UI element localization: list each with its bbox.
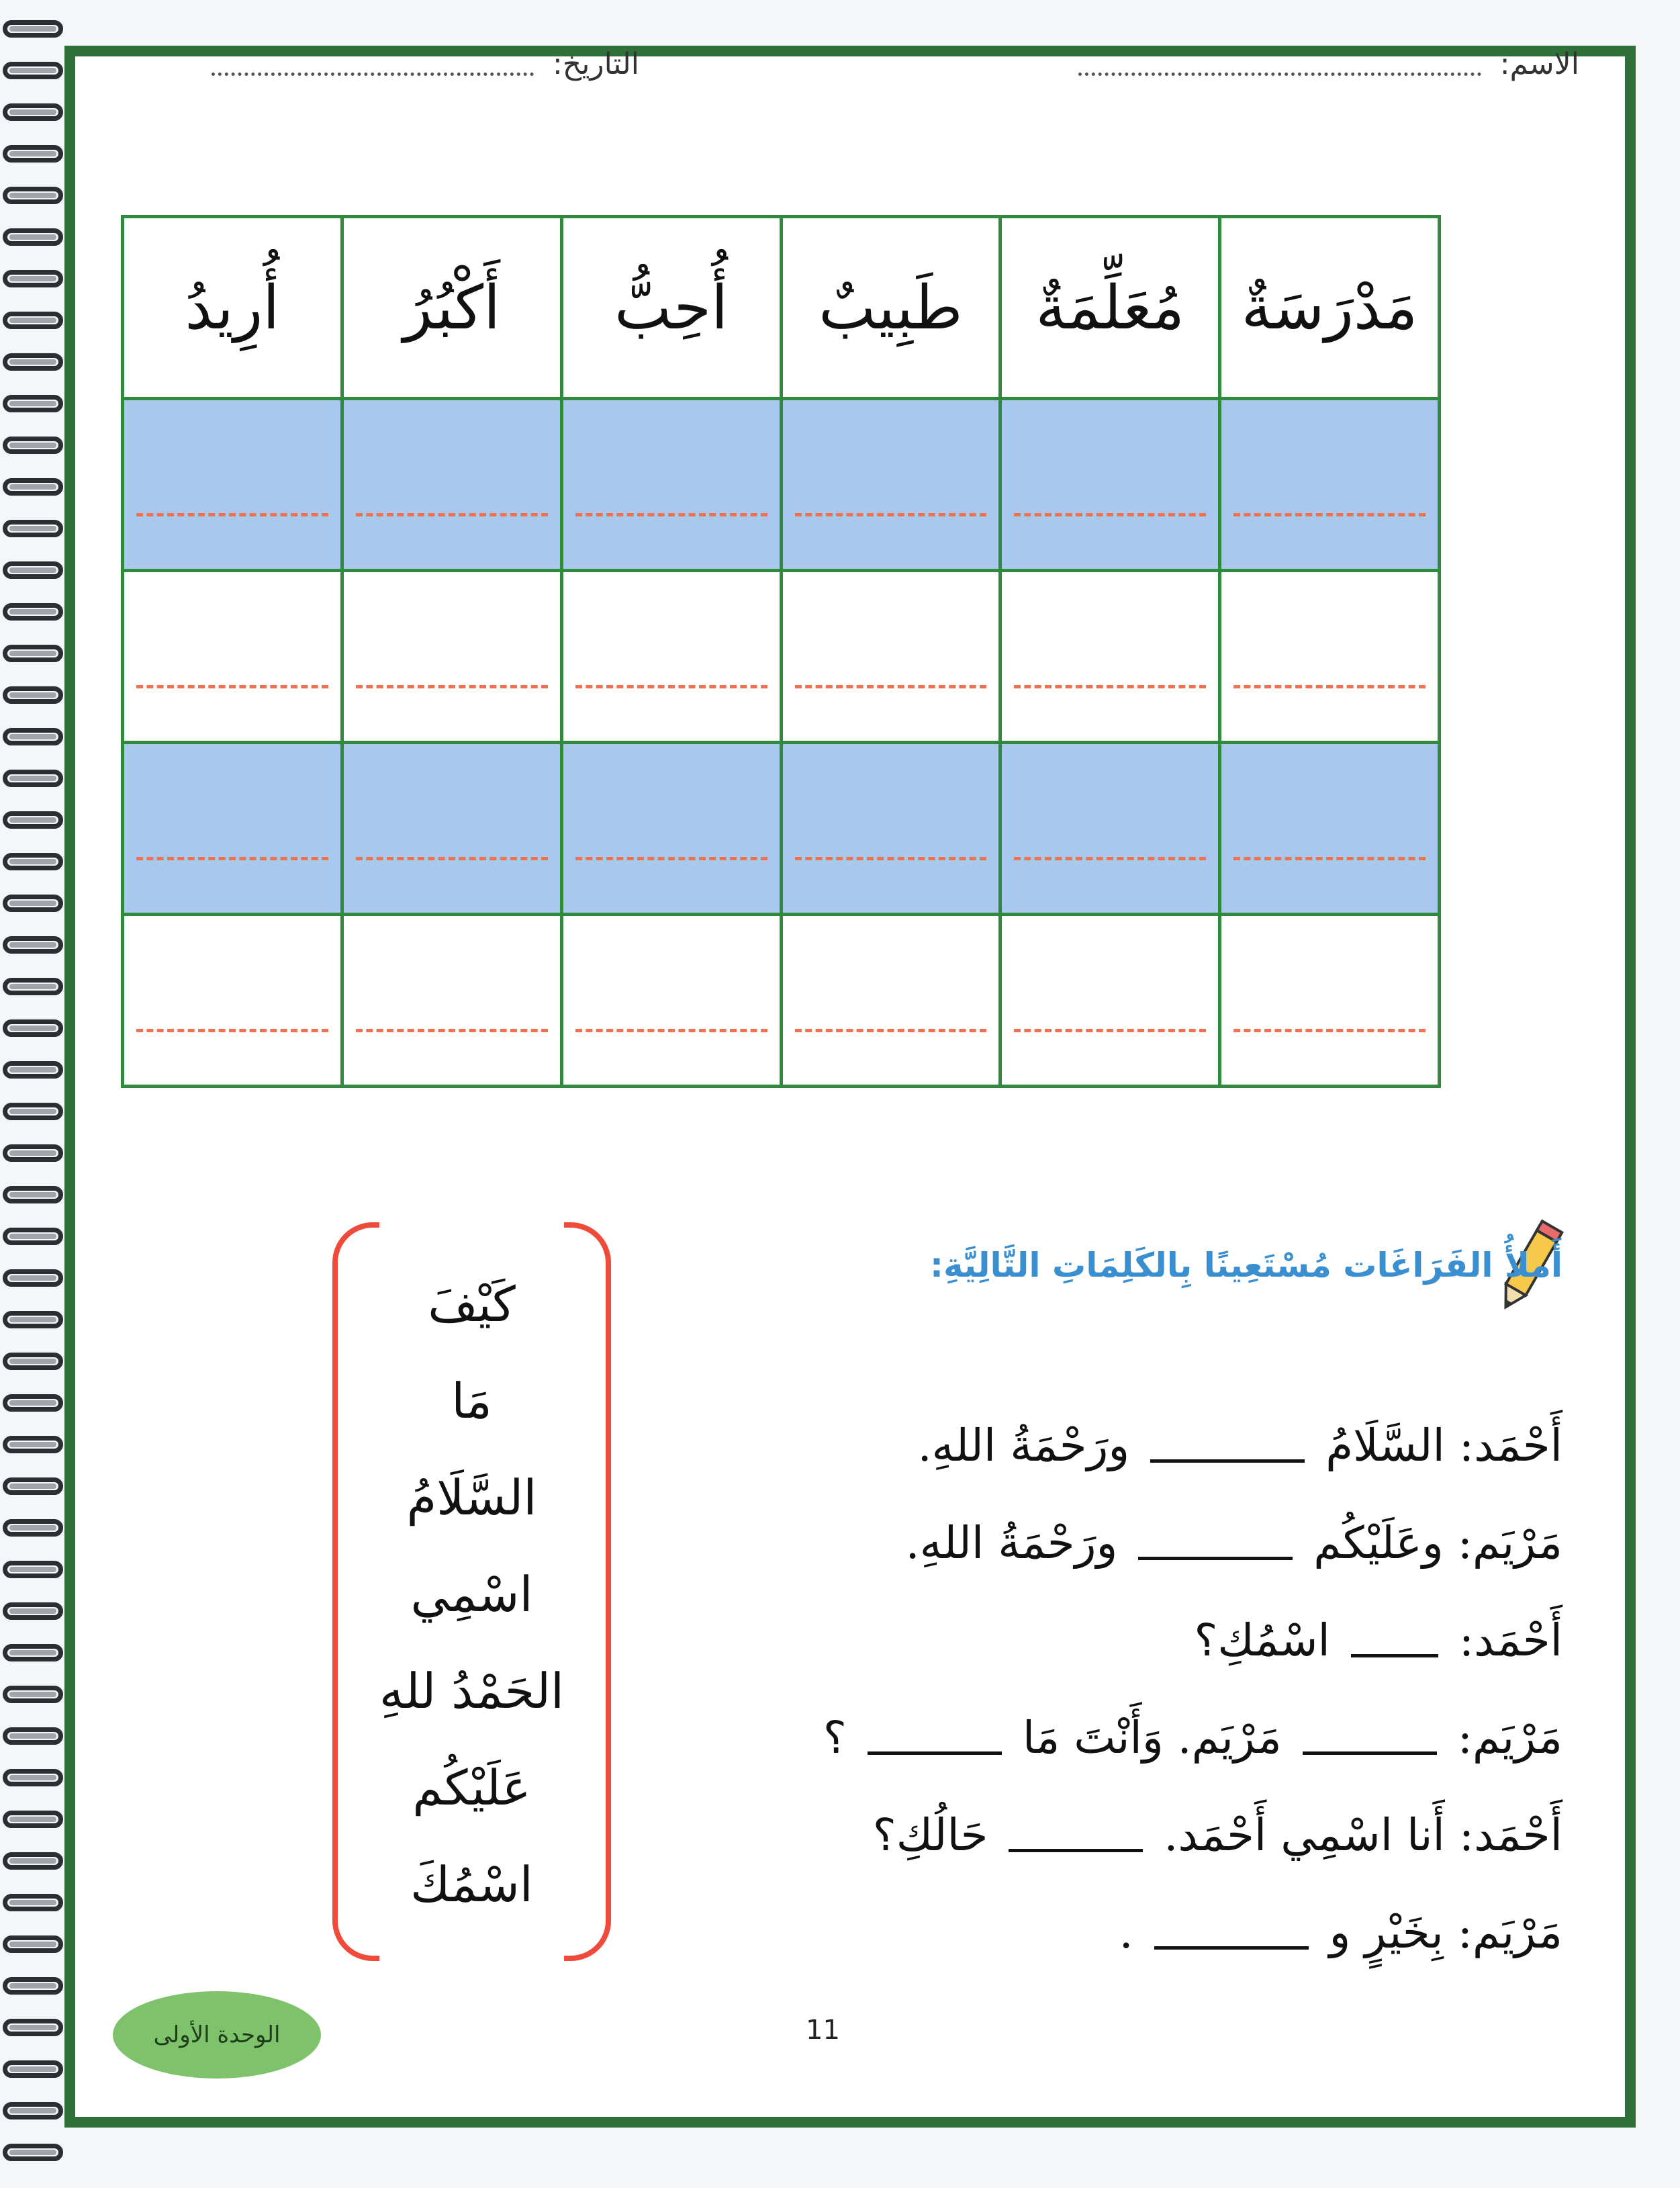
word-cell: مَدْرَسَةٌ [1220, 217, 1440, 399]
date-field [212, 47, 639, 81]
spiral-ring [3, 1811, 63, 1828]
line-text: مَرْيَم. وَأَنْتَ مَا [1022, 1712, 1282, 1764]
practice-cell[interactable] [123, 399, 342, 571]
line-text: ورَحْمَةُ اللهِ. [917, 1420, 1130, 1471]
practice-cell[interactable] [1220, 399, 1440, 571]
spiral-ring [3, 228, 63, 246]
spiral-ring [3, 1269, 63, 1287]
word-bank-item: السَّلَامُ [406, 1469, 537, 1526]
line-text: . [1119, 1907, 1133, 1958]
line-text: وعَلَيْكُم [1313, 1517, 1444, 1569]
practice-cell[interactable] [123, 915, 342, 1087]
practice-row [123, 743, 1440, 915]
speaker: مَرْيَم: [1457, 1907, 1562, 1958]
line-text: حَالُكِ؟ [872, 1809, 988, 1861]
line-text: أَنا اسْمِي أَحْمَد. [1164, 1809, 1445, 1861]
name-dotted-line[interactable] [1078, 56, 1481, 76]
spiral-ring [3, 1394, 63, 1412]
spiral-ring [3, 353, 63, 371]
dialogue [716, 1397, 1562, 1981]
spiral-ring [3, 2019, 63, 2036]
fill-blank[interactable] [1154, 1923, 1309, 1950]
unit-badge: الوحدة الأولى [113, 1991, 321, 2079]
spiral-ring [3, 853, 63, 870]
spiral-ring [3, 770, 63, 787]
line-text: ورَحْمَةُ اللهِ. [905, 1517, 1118, 1569]
practice-cell[interactable] [1000, 399, 1220, 571]
table-header-row [123, 217, 1440, 399]
practice-cell[interactable] [561, 915, 781, 1087]
practice-cell[interactable] [1220, 743, 1440, 915]
spiral-ring [3, 1602, 63, 1620]
practice-cell[interactable] [1000, 571, 1220, 743]
spiral-ring [3, 1144, 63, 1162]
practice-cell[interactable] [1000, 743, 1220, 915]
dialogue-line [716, 1689, 1562, 1786]
dialogue-line [716, 1786, 1562, 1884]
spiral-ring [3, 2060, 63, 2078]
spiral-ring [3, 395, 63, 412]
spiral-ring [3, 1061, 63, 1079]
spiral-ring [3, 1686, 63, 1703]
spiral-ring [3, 978, 63, 995]
spiral-ring [3, 1561, 63, 1578]
spiral-ring [3, 62, 63, 79]
fill-blank[interactable] [1138, 1533, 1293, 1560]
spiral-ring [3, 478, 63, 496]
spiral-ring [3, 561, 63, 579]
spiral-ring [3, 1311, 63, 1328]
spiral-ring [3, 520, 63, 537]
practice-cell[interactable] [342, 399, 561, 571]
fill-blank[interactable] [1009, 1825, 1143, 1852]
spiral-ring [3, 1977, 63, 1995]
date-dotted-line[interactable] [212, 56, 534, 76]
spiral-ring [3, 1477, 63, 1495]
practice-cell[interactable] [781, 399, 1000, 571]
word-bank-item: عَلَيْكُم [412, 1760, 531, 1816]
dialogue-line [716, 1884, 1562, 1981]
spiral-ring [3, 1019, 63, 1037]
line-text: السَّلَامُ [1325, 1420, 1445, 1471]
spiral-ring [3, 1644, 63, 1661]
spiral-ring [3, 1228, 63, 1245]
dialogue-line [716, 1494, 1562, 1592]
word-bank-item: اسْمُكَ [410, 1856, 533, 1913]
spiral-ring [3, 895, 63, 912]
spiral-ring [3, 728, 63, 745]
spiral-ring [3, 1519, 63, 1537]
spiral-ring [3, 103, 63, 121]
name-label: الاسم: [1499, 47, 1579, 81]
speaker: أَحْمَد: [1458, 1420, 1562, 1471]
spiral-ring [3, 1436, 63, 1453]
word-cell: طَبِيبٌ [781, 217, 1000, 399]
name-field [1078, 47, 1579, 81]
spiral-ring [3, 811, 63, 829]
spiral-ring [3, 1769, 63, 1786]
spiral-ring [3, 686, 63, 704]
word-bank-item: اسْمِي [410, 1566, 533, 1623]
tracing-table [121, 215, 1441, 1088]
line-text: اسْمُكِ؟ [1194, 1614, 1330, 1666]
word-bank-item: مَا [451, 1373, 492, 1429]
line-text: بِخَيْرٍ و [1329, 1907, 1444, 1958]
spiral-ring [3, 1186, 63, 1203]
spiral-ring [3, 603, 63, 621]
practice-cell[interactable] [561, 743, 781, 915]
practice-cell[interactable] [342, 915, 561, 1087]
practice-cell[interactable] [342, 743, 561, 915]
word-cell: أُرِيدُ [123, 217, 342, 399]
line-text: ؟ [823, 1712, 847, 1764]
spiral-binding [0, 0, 67, 2188]
speaker: مَرْيَم: [1457, 1517, 1562, 1569]
speaker: أَحْمَد: [1458, 1614, 1562, 1666]
practice-cell[interactable] [1000, 915, 1220, 1087]
spiral-ring [3, 1852, 63, 1870]
word-cell: مُعَلِّمَةٌ [1000, 217, 1220, 399]
practice-cell[interactable] [1220, 915, 1440, 1087]
word-bank-item: كَيْفَ [428, 1276, 516, 1332]
spiral-ring [3, 145, 63, 163]
spiral-ring [3, 2102, 63, 2119]
fill-blank[interactable] [1303, 1728, 1437, 1755]
spiral-ring [3, 270, 63, 287]
practice-row [123, 571, 1440, 743]
exercise-instruction: أَملأُ الفَرَاغَات مُسْتَعِينًا بِالكَلِمَاتِ التَّالِيَّةِ: [929, 1246, 1562, 1285]
practice-cell[interactable] [781, 915, 1000, 1087]
fill-blank[interactable] [868, 1728, 1002, 1755]
spiral-ring [3, 645, 63, 662]
practice-cell[interactable] [561, 399, 781, 571]
word-bank-item: الحَمْدُ للهِ [379, 1663, 565, 1719]
practice-row [123, 915, 1440, 1087]
practice-cell[interactable] [561, 571, 781, 743]
page-number: 11 [806, 2015, 840, 2046]
spiral-ring [3, 312, 63, 329]
practice-cell[interactable] [342, 571, 561, 743]
spiral-ring [3, 187, 63, 204]
practice-cell[interactable] [781, 743, 1000, 915]
fill-blank[interactable] [1351, 1631, 1438, 1657]
speaker: مَرْيَم: [1457, 1712, 1562, 1764]
fill-blank[interactable] [1150, 1436, 1305, 1463]
practice-cell[interactable] [123, 743, 342, 915]
practice-row [123, 399, 1440, 571]
word-bank [332, 1222, 611, 1961]
spiral-ring [3, 1103, 63, 1120]
spiral-ring [3, 2144, 63, 2161]
dialogue-line [716, 1592, 1562, 1689]
word-cell: أُحِبُّ [561, 217, 781, 399]
spiral-ring [3, 1935, 63, 1953]
word-cell: أَكْبُرُ [342, 217, 561, 399]
spiral-ring [3, 1727, 63, 1745]
spiral-ring [3, 1894, 63, 1911]
spiral-ring [3, 936, 63, 954]
practice-cell[interactable] [781, 571, 1000, 743]
speaker: أَحْمَد: [1458, 1809, 1562, 1861]
spiral-ring [3, 20, 63, 38]
spiral-ring [3, 1353, 63, 1370]
date-label: التاريخ: [552, 47, 639, 81]
dialogue-line [716, 1397, 1562, 1494]
practice-cell[interactable] [1220, 571, 1440, 743]
spiral-ring [3, 437, 63, 454]
practice-cell[interactable] [123, 571, 342, 743]
